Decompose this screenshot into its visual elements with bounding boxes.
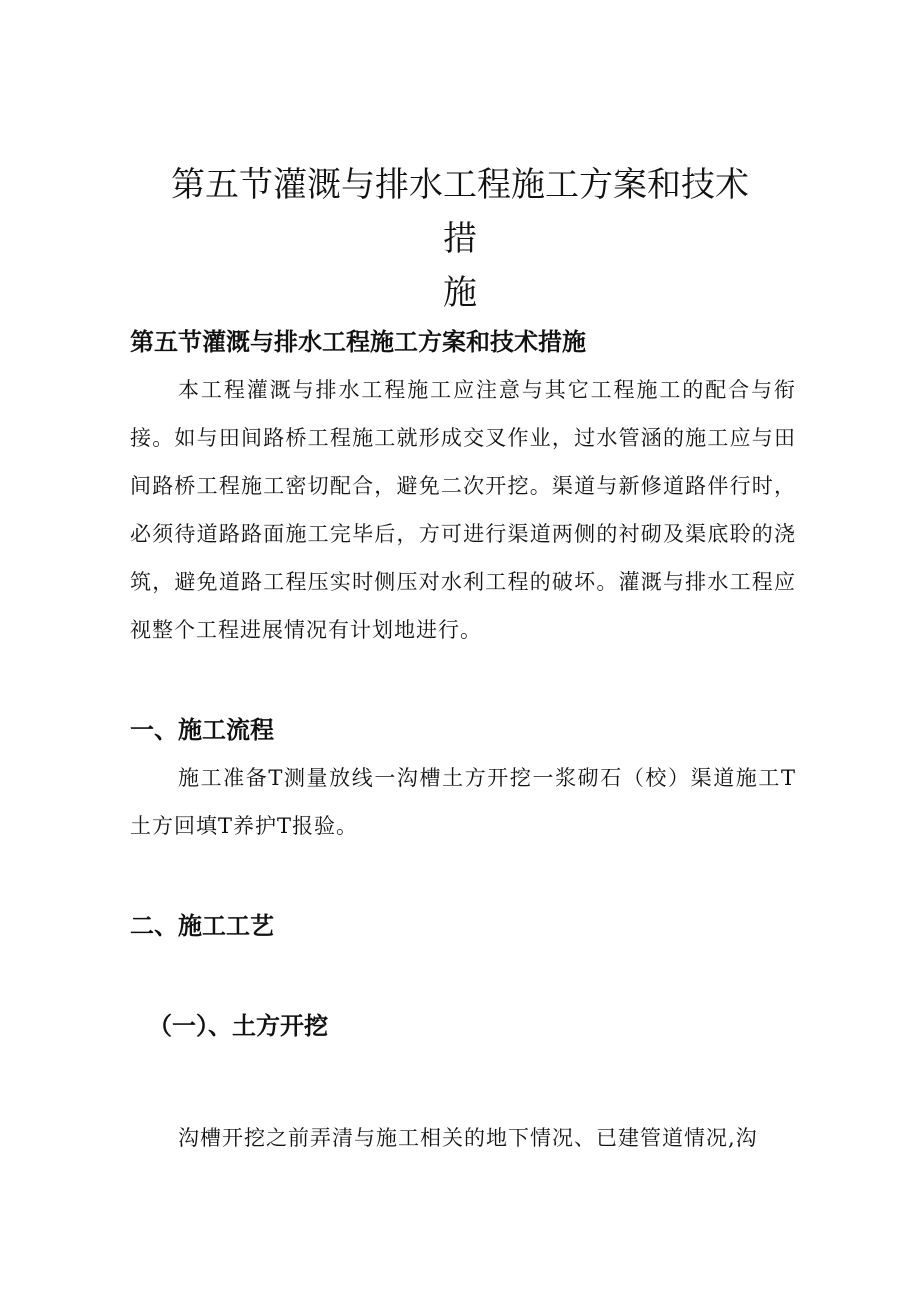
subheading-earthwork-excavation: （一）、土方开挖 — [148, 1012, 328, 1040]
heading-construction-process: 一、施工流程 — [130, 716, 274, 744]
trench-excavation-paragraph: 沟槽开挖之前弄清与施工相关的地下情况、已建管道情况,沟 — [178, 1126, 758, 1150]
section-heading: 第五节灌溉与排水工程施工方案和技术措施 — [130, 328, 586, 356]
heading-construction-technique: 二、施工工艺 — [130, 912, 274, 940]
document-title — [160, 158, 760, 320]
process-flow-paragraph: 施工准备T测量放线一沟槽土方开挖一浆砌石（校）渠道施工T土方回填T养护T报验。 — [130, 766, 796, 838]
intro-paragraph: 本工程灌溉与排水工程施工应注意与其它工程施工的配合与衔接。如与田间路桥工程施工就形成交叉作业，过水管涵的施工应与田间路桥工程施工密切配合，避免二次开挖。渠道与新修道路伴行时，必须待道路路面施工完毕后，方可进行渠道两侧的衬砌及渠底聆的浇筑，避免道路工程压实时侧压对水利工程的破坏。灌溉与排水工程应视整个工程进展情况有计划地进行。 — [130, 378, 796, 642]
document-title-line-1: 第五节灌溉与排水工程施工方案和技术措 — [171, 165, 749, 259]
document-title-line-2: 施 — [443, 273, 477, 313]
